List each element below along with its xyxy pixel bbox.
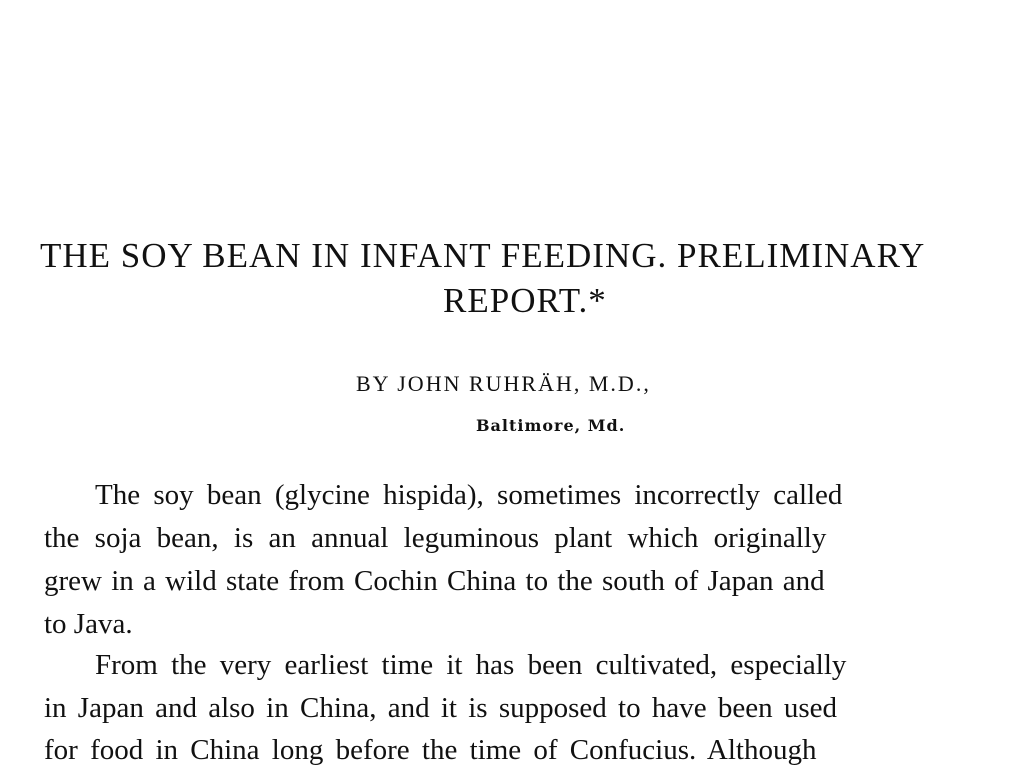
body-text-line: The soy bean (glycine hispida), sometimes incorrectly called [95, 479, 843, 511]
body-text-line: the soja bean, is an annual leguminous plant which originally [44, 522, 827, 554]
author-byline: BY JOHN RUHRÄH, M.D., [356, 371, 651, 396]
body-text-line: in Japan and also in China, and it is supposed to have been used [44, 692, 837, 724]
article-title-line-2: REPORT.* [443, 281, 607, 320]
body-text-line: to Java. [44, 608, 133, 640]
body-text-line: From the very earliest time it has been cultivated, especially [95, 649, 847, 681]
body-text-line: grew in a wild state from Cochin China to the south of Japan and [44, 565, 825, 597]
article-title-line-1: THE SOY BEAN IN INFANT FEEDING. PRELIMINARY [40, 236, 926, 275]
author-location: Baltimore, Md. [476, 416, 626, 435]
body-text-line: for food in China long before the time of Confucius. Although [44, 734, 817, 766]
